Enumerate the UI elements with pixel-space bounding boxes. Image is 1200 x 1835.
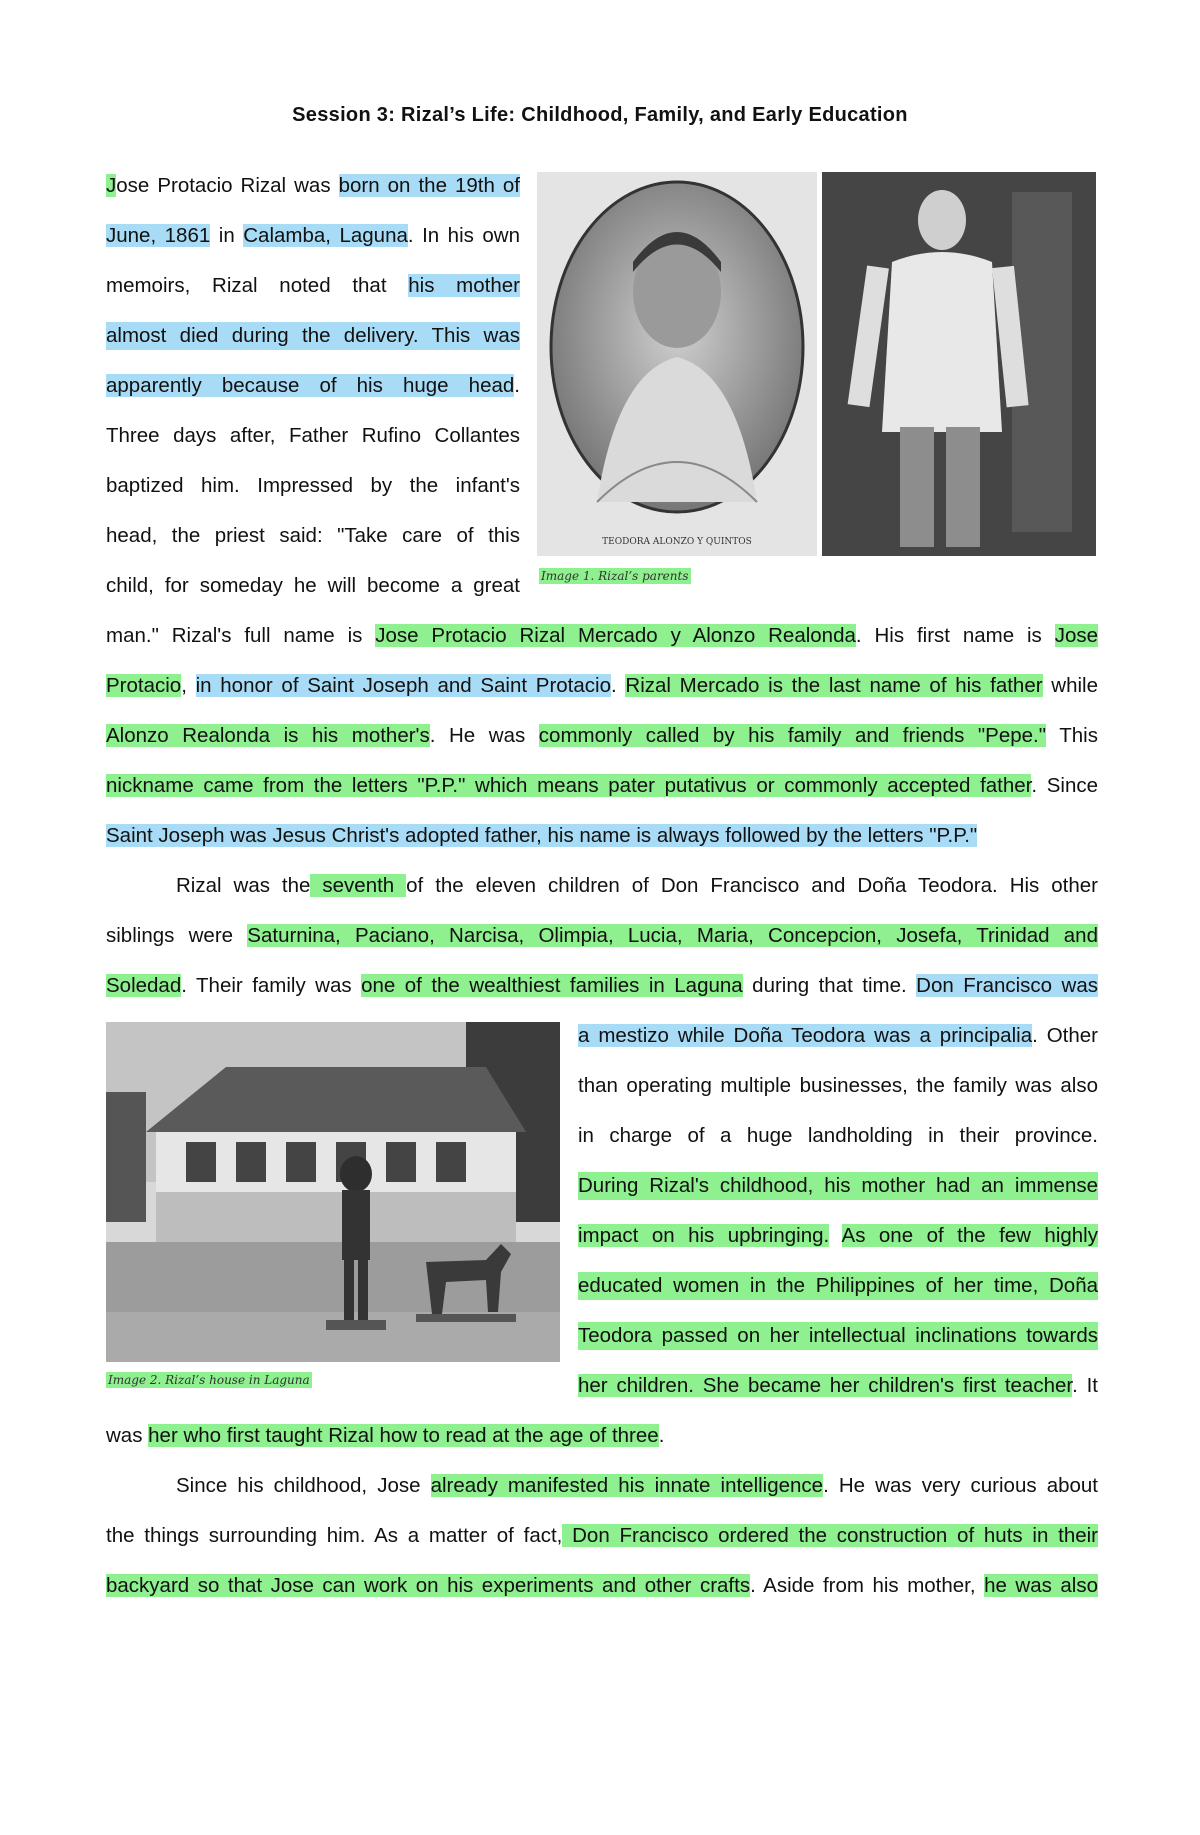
photo-francisco-mercado [822, 172, 1096, 556]
p2-line-1: Rizal was the seventh of the eleven children of Don Francisco and Doña Teodora. His other [176, 874, 1098, 897]
p2-line-6: in charge of a huge landholding in their province. [578, 1124, 1098, 1147]
p2-line-10: Teodora passed on her intellectual inclinations towards [578, 1322, 1098, 1350]
p2-line-8: impact on his upbringing. As one of the few highly [578, 1224, 1098, 1247]
p1-line-4: almost died during the delivery. This was [106, 322, 520, 350]
p2-line-9: educated women in the Philippines of her time, Doña [578, 1272, 1098, 1300]
p1-line-7: baptized him. Impressed by the infant's [106, 474, 520, 497]
p1-line-5: apparently because of his huge head. [106, 374, 520, 397]
p2-line-5: than operating multiple businesses, the family was also [578, 1074, 1098, 1097]
house-caption: Image 2. Rizal’s house in Laguna [108, 1373, 310, 1387]
photo-teodora-alonzo [537, 172, 817, 556]
p1-line-9: child, for someday he will become a great [106, 574, 520, 597]
p1-line-6: Three days after, Father Rufino Collantes [106, 424, 520, 447]
p3-line-1: Since his childhood, Jose already manifested his innate intelligence. He was very curious about [176, 1474, 1098, 1497]
p2-line-4: a mestizo while Doña Teodora was a principalia. Other [578, 1024, 1098, 1047]
father-portrait-graphic [822, 172, 1096, 556]
p1-line-13: nickname came from the letters "P.P." which means pater putativus or commonly accepted father. Since [106, 774, 1098, 797]
p1-line-14: Saint Joseph was Jesus Christ's adopted father, his name is always followed by the letters "P.P." [106, 824, 978, 847]
p2-line-7: During Rizal's childhood, his mother had an immense [578, 1172, 1098, 1200]
p1-line-10: man." Rizal's full name is Jose Protacio Rizal Mercado y Alonzo Realonda. His first name is Jose [106, 624, 1098, 647]
p1-line-8: head, the priest said: "Take care of this [106, 524, 520, 547]
session-title: Session 3: Rizal’s Life: Childhood, Family, and Early Education [292, 104, 908, 126]
p1-line-3: memoirs, Rizal noted that his mother [106, 274, 520, 297]
house-photo-graphic [106, 1022, 560, 1362]
p3-line-2: the things surrounding him. As a matter of fact, Don Francisco ordered the construction of huts in their [106, 1524, 1098, 1547]
p1-line-1: Jose Protacio Rizal was born on the 19th of [106, 174, 521, 197]
p2-line-12: was her who first taught Rizal how to read at the age of three. [106, 1424, 665, 1447]
p1-line-2: June, 1861 in Calamba, Laguna. In his own [106, 224, 520, 247]
p2-line-11: her children. She became her children's first teacher. It [578, 1374, 1098, 1397]
p2-line-3: Soledad. Their family was one of the wealthiest families in Laguna during that time. Don Francisco was [106, 974, 1098, 997]
p3-line-3: backyard so that Jose can work on his experiments and other crafts. Aside from his mother, he was also [106, 1574, 1098, 1597]
p2-line-2: siblings were Saturnina, Paciano, Narcisa, Olimpia, Lucia, Maria, Concepcion, Josefa, Trinidad and [106, 924, 1098, 947]
mother-photo-label: TEODORA ALONZO Y QUINTOS [602, 537, 752, 547]
p1-line-11: Protacio, in honor of Saint Joseph and Saint Protacio. Rizal Mercado is the last name of his father while [106, 674, 1098, 697]
photo-rizal-house [106, 1022, 560, 1362]
mother-portrait-graphic [537, 172, 817, 556]
p1-line-12: Alonzo Realonda is his mother's. He was commonly called by his family and friends "Pepe." This [106, 724, 1098, 747]
parents-caption: Image 1. Rizal’s parents [541, 569, 689, 583]
